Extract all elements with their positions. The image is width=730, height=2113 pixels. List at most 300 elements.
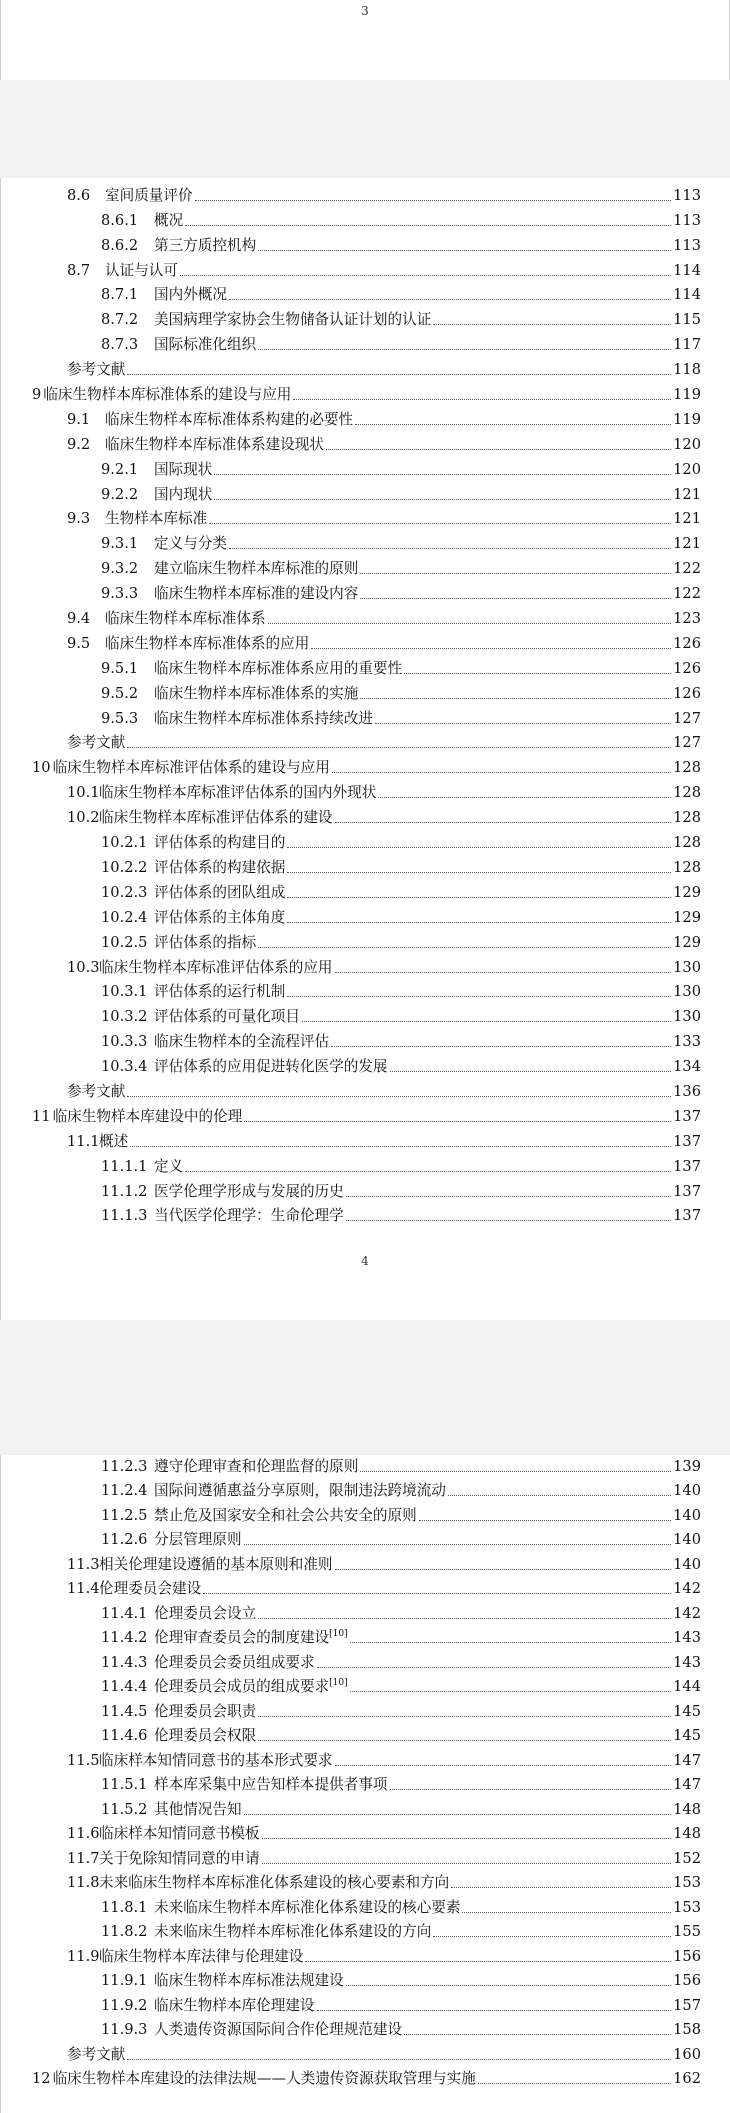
toc-entry-title: 评估体系的可量化项目	[154, 1008, 300, 1026]
toc-entry-page: 118	[673, 361, 701, 379]
dot-leader	[258, 250, 671, 251]
toc-entry-number: 11.3	[67, 1555, 100, 1573]
toc-entry-page: 114	[673, 261, 701, 279]
toc-entry-page: 128	[673, 784, 701, 802]
dot-leader	[335, 972, 671, 973]
toc-entry[interactable]	[0, 2040, 730, 2065]
toc-entry-page: 157	[673, 1996, 701, 2014]
toc-entry-page: 126	[673, 659, 701, 677]
toc-entry-page: 128	[673, 809, 701, 827]
toc-entry-page: 133	[673, 1033, 701, 1051]
toc-entry-page: 137	[673, 1107, 701, 1125]
dot-leader	[229, 548, 671, 549]
toc-entry[interactable]	[0, 1795, 730, 1820]
toc-entry[interactable]	[0, 828, 730, 853]
toc-entry-number: 11.4.6	[101, 1727, 148, 1744]
toc-entry-number: 11.9	[67, 1947, 100, 1965]
toc-entry[interactable]	[0, 1575, 730, 1600]
toc-entry[interactable]	[0, 330, 730, 355]
dot-leader	[419, 1520, 671, 1521]
toc-entry-number: 9.5.2	[101, 684, 139, 702]
toc-entry[interactable]	[0, 1452, 730, 1477]
toc-entry[interactable]	[0, 1077, 730, 1102]
toc-entry[interactable]	[0, 729, 730, 754]
toc-entry[interactable]	[0, 878, 730, 903]
toc-entry-title: 评估体系的团队组成	[154, 883, 286, 901]
toc-entry[interactable]	[0, 281, 730, 306]
dot-leader	[375, 723, 671, 724]
toc-entry-title: 伦理审查委员会的制度建设[10]	[154, 1629, 348, 1646]
toc-entry-number: 10.2.2	[101, 858, 148, 876]
toc-entry-page: 139	[673, 1457, 701, 1475]
toc-entry-page: 128	[673, 858, 701, 876]
toc-entry-page: 122	[673, 560, 701, 578]
toc-entry[interactable]	[0, 1177, 730, 1202]
toc-entry-number: 8.7.3	[101, 336, 139, 354]
toc-entry[interactable]	[0, 753, 730, 778]
toc-entry[interactable]	[0, 1102, 730, 1127]
toc-entry-number: 9.5.3	[101, 709, 139, 727]
toc-entry-title: 临床样本知情同意书模板	[99, 1825, 260, 1842]
toc-entry-number: 11.8	[67, 1874, 100, 1891]
dot-leader	[451, 1887, 671, 1888]
dot-leader	[130, 1146, 671, 1147]
dot-leader	[390, 1789, 671, 1790]
toc-entry-number: 11.2.6	[101, 1531, 148, 1548]
toc-entry-title: 国内现状	[154, 485, 213, 503]
toc-entry-title: 评估体系的主体角度	[154, 908, 286, 926]
toc-section-first	[0, 181, 730, 1226]
toc-entry[interactable]	[0, 181, 730, 206]
toc-entry[interactable]	[0, 654, 730, 679]
toc-entry-number: 12	[32, 2070, 51, 2087]
toc-entry-page: 134	[673, 1058, 701, 1076]
toc-entry-title: 定义与分类	[154, 535, 227, 553]
toc-entry-page: 121	[673, 510, 701, 528]
toc-entry[interactable]	[0, 579, 730, 604]
dot-leader	[244, 1121, 671, 1122]
toc-entry-number: 11.1.3	[101, 1207, 148, 1225]
toc-entry-page: 147	[673, 1751, 701, 1769]
dot-leader	[448, 1495, 671, 1496]
toc-entry-number: 10.3.4	[101, 1058, 148, 1076]
toc-entry[interactable]	[0, 1869, 730, 1894]
toc-entry-title: 认证与认可	[105, 261, 178, 279]
toc-entry-page: 145	[673, 1702, 701, 1720]
page-number-middle: 4	[361, 1254, 369, 1268]
toc-entry-number: 10.3.2	[101, 1008, 148, 1026]
toc-entry-page: 130	[673, 958, 701, 976]
toc-entry[interactable]	[0, 1771, 730, 1796]
toc-entry-number: 11.6	[67, 1825, 100, 1842]
toc-entry-title: 概述	[99, 1132, 129, 1150]
dot-leader	[287, 897, 671, 898]
toc-entry-number: 11.1	[67, 1132, 100, 1150]
toc-entry-title: 未来临床生物样本库标准化体系建设的核心要素和方向	[99, 1874, 450, 1891]
toc-entry-page: 128	[673, 759, 701, 777]
toc-entry-number: 8.7.2	[101, 311, 139, 329]
toc-entry[interactable]	[0, 1722, 730, 1747]
toc-entry-title: 美国病理学家协会生物储备认证计划的认证	[154, 311, 432, 329]
toc-entry-title: 定义	[154, 1157, 184, 1175]
dot-leader	[346, 1220, 671, 1221]
toc-entry-number: 9.3.2	[101, 560, 139, 578]
toc-entry-page: 114	[673, 286, 701, 304]
dot-leader	[262, 1863, 671, 1864]
dot-leader	[378, 797, 671, 798]
toc-entry-number: 11.8.1	[101, 1898, 148, 1916]
toc-entry-page: 128	[673, 834, 701, 852]
toc-entry-number: 9.3.3	[101, 585, 139, 603]
toc-entry-page: 142	[673, 1580, 701, 1597]
toc-entry[interactable]	[0, 704, 730, 729]
toc-entry[interactable]	[0, 1501, 730, 1526]
dot-leader	[390, 1071, 671, 1072]
toc-entry-page: 155	[673, 1923, 701, 1940]
toc-entry[interactable]	[0, 1648, 730, 1673]
toc-entry-page: 113	[673, 186, 701, 204]
toc-entry-title: 参考文献	[67, 2045, 126, 2063]
toc-entry-title: 关于免除知情同意的申请	[99, 1849, 260, 1867]
dot-leader	[350, 1691, 671, 1692]
toc-entry-number: 8.7	[67, 261, 91, 279]
toc-entry[interactable]	[0, 430, 730, 455]
toc-entry[interactable]	[0, 679, 730, 704]
toc-entry[interactable]	[0, 554, 730, 579]
dot-leader	[350, 1642, 671, 1643]
toc-entry-title: 临床生物样本库标准评估体系的建设与应用	[52, 759, 330, 777]
dot-leader	[331, 1046, 671, 1047]
toc-entry-page: 152	[673, 1849, 701, 1867]
citation-marker: [10]	[329, 1629, 348, 1640]
toc-entry[interactable]	[0, 256, 730, 281]
toc-entry-number: 11.2.4	[101, 1482, 148, 1499]
toc-entry-title: 国内外概况	[154, 286, 227, 304]
toc-entry-title: 其他情况告知	[154, 1800, 242, 1818]
toc-entry-number: 10.2.1	[101, 834, 148, 852]
toc-entry-number: 9.2.1	[101, 460, 139, 478]
dot-leader	[287, 996, 671, 997]
toc-entry-page: 129	[673, 883, 701, 901]
toc-entry-number: 11.8.2	[101, 1923, 148, 1940]
dot-leader	[317, 2010, 671, 2011]
toc-entry-number: 11.4.3	[101, 1653, 148, 1671]
dot-leader	[326, 449, 671, 450]
toc-entry-page: 122	[673, 585, 701, 603]
toc-entry-page: 137	[673, 1132, 701, 1150]
toc-entry-page: 126	[673, 684, 701, 702]
toc-entry-page: 119	[673, 386, 701, 404]
toc-entry-title: 参考文献	[67, 361, 126, 379]
toc-entry-title: 人类遗传资源国际间合作伦理规范建设	[154, 2021, 403, 2038]
toc-entry-page: 129	[673, 933, 701, 951]
toc-entry-title: 评估体系的指标	[154, 933, 257, 951]
toc-entry[interactable]	[0, 455, 730, 480]
toc-entry-page: 143	[673, 1629, 701, 1646]
toc-entry-title: 临床生物样本库法律与伦理建设	[99, 1947, 304, 1965]
toc-entry[interactable]	[0, 1991, 730, 2016]
dot-leader	[180, 275, 671, 276]
dot-leader	[360, 698, 671, 699]
toc-entry-number: 9.4	[67, 610, 91, 628]
toc-entry[interactable]	[0, 1967, 730, 1992]
toc-entry-page: 153	[673, 1874, 701, 1891]
dot-leader	[287, 922, 671, 923]
toc-entry-number: 11.1.1	[101, 1157, 148, 1175]
toc-entry-title: 临床生物样本库标准体系构建的必要性	[105, 410, 354, 428]
page-gap	[0, 1320, 730, 1455]
toc-entry-number: 11.7	[67, 1849, 100, 1867]
dot-leader	[258, 1716, 671, 1717]
toc-entry-title: 医学伦理学形成与发展的历史	[154, 1182, 344, 1200]
dot-leader	[203, 1593, 671, 1594]
toc-entry-page: 136	[673, 1082, 701, 1100]
dot-leader	[317, 1667, 671, 1668]
toc-entry-number: 11.9.2	[101, 1996, 148, 2014]
toc-entry-number: 9.2.2	[101, 485, 139, 503]
toc-entry-page: 115	[673, 311, 701, 329]
toc-entry-title: 临床生物样本库伦理建设	[154, 1996, 315, 2014]
toc-entry[interactable]	[0, 978, 730, 1003]
dot-leader	[127, 2059, 671, 2060]
toc-entry[interactable]	[0, 1942, 730, 1967]
toc-entry-number: 11.4.4	[101, 1678, 148, 1695]
toc-entry-number: 9.2	[67, 435, 91, 453]
toc-entry-number: 11	[32, 1107, 51, 1125]
toc-entry-page: 120	[673, 435, 701, 453]
dot-leader	[346, 1985, 671, 1986]
toc-entry-title: 临床生物样本库标准评估体系的应用	[99, 958, 333, 976]
dot-leader	[355, 424, 671, 425]
toc-entry[interactable]	[0, 629, 730, 654]
toc-entry[interactable]	[0, 380, 730, 405]
toc-entry-page: 121	[673, 485, 701, 503]
toc-entry-number: 11.4	[67, 1580, 100, 1597]
dot-leader	[293, 399, 671, 400]
toc-entry-title: 相关伦理建设遵循的基本原则和准则	[99, 1555, 333, 1573]
toc-entry-number: 11.1.2	[101, 1182, 148, 1200]
toc-entry-number: 10.3.1	[101, 983, 148, 1001]
toc-entry[interactable]	[0, 1127, 730, 1152]
toc-entry-title: 国际间遵循惠益分享原则，限制违法跨境流动	[154, 1482, 446, 1499]
toc-entry-page: 120	[673, 460, 701, 478]
toc-entry-number: 10.2.5	[101, 933, 148, 951]
toc-entry-number: 11.5.2	[101, 1800, 148, 1818]
toc-entry-title: 未来临床生物样本库标准化体系建设的方向	[154, 1923, 432, 1940]
toc-entry-title: 临床生物样本库标准体系	[105, 610, 266, 628]
toc-entry-title: 参考文献	[67, 734, 126, 752]
dot-leader	[302, 1021, 671, 1022]
toc-entry[interactable]	[0, 953, 730, 978]
toc-entry-page: 130	[673, 983, 701, 1001]
toc-entry[interactable]	[0, 1844, 730, 1869]
toc-entry-number: 10.2.3	[101, 883, 148, 901]
toc-entry[interactable]	[0, 405, 730, 430]
toc-entry[interactable]	[0, 803, 730, 828]
toc-entry-number: 10.2.4	[101, 908, 148, 926]
toc-entry-number: 9.3	[67, 510, 91, 528]
dot-leader	[360, 1471, 671, 1472]
dot-leader	[268, 623, 671, 624]
page-gap	[0, 80, 730, 178]
toc-entry-title: 建立临床生物样本库标准的原则	[154, 560, 359, 578]
toc-entry-page: 158	[673, 2021, 701, 2038]
toc-entry-page: 148	[673, 1800, 701, 1818]
toc-entry-title: 禁止危及国家安全和社会公共安全的原则	[154, 1506, 417, 1524]
toc-entry-page: 121	[673, 535, 701, 553]
toc-entry-page: 144	[673, 1678, 701, 1695]
toc-entry[interactable]	[0, 1746, 730, 1771]
dot-leader	[287, 847, 671, 848]
toc-entry[interactable]	[0, 231, 730, 256]
toc-entry[interactable]	[0, 928, 730, 953]
toc-entry[interactable]	[0, 1027, 730, 1052]
toc-entry[interactable]	[0, 1624, 730, 1649]
toc-entry-title: 样本库采集中应告知样本提供者事项	[154, 1776, 388, 1793]
dot-leader	[462, 1912, 671, 1913]
toc-entry[interactable]	[0, 1052, 730, 1077]
toc-entry[interactable]	[0, 1820, 730, 1845]
toc-entry[interactable]	[0, 305, 730, 330]
toc-entry-number: 10.3.3	[101, 1033, 148, 1051]
dot-leader	[244, 1544, 671, 1545]
toc-entry[interactable]	[0, 604, 730, 629]
toc-entry-number: 10.1	[67, 784, 100, 802]
toc-entry-page: 145	[673, 1727, 701, 1744]
toc-entry-page: 147	[673, 1776, 701, 1793]
dot-leader	[335, 1569, 671, 1570]
toc-entry[interactable]	[0, 1550, 730, 1575]
toc-entry[interactable]	[0, 355, 730, 380]
toc-entry-number: 10.2	[67, 809, 100, 827]
dot-leader	[478, 2083, 671, 2084]
page-top-fragment	[0, 0, 730, 80]
toc-entry[interactable]	[0, 1002, 730, 1027]
toc-entry[interactable]	[0, 1526, 730, 1551]
dot-leader	[335, 822, 671, 823]
dot-leader	[311, 648, 671, 649]
dot-leader	[433, 1936, 671, 1937]
dot-leader	[360, 598, 671, 599]
toc-entry[interactable]	[0, 1152, 730, 1177]
dot-leader	[287, 872, 671, 873]
dot-leader	[332, 772, 671, 773]
toc-entry-page: 140	[673, 1531, 701, 1548]
dot-leader	[127, 747, 671, 748]
toc-entry-page: 140	[673, 1555, 701, 1573]
toc-entry[interactable]	[0, 1599, 730, 1624]
toc-entry-title: 临床生物样本库标准评估体系的建设	[99, 809, 333, 827]
toc-entry[interactable]	[0, 480, 730, 505]
toc-entry-number: 11.4.1	[101, 1604, 148, 1622]
toc-entry[interactable]	[0, 2016, 730, 2041]
toc-entry-title: 临床样本知情同意书的基本形式要求	[99, 1751, 333, 1769]
toc-entry-number: 8.6	[67, 186, 91, 204]
dot-leader	[229, 299, 671, 300]
toc-entry-page: 143	[673, 1653, 701, 1671]
toc-entry-page: 140	[673, 1482, 701, 1499]
toc-entry[interactable]	[0, 903, 730, 928]
toc-entry-page: 117	[673, 336, 701, 354]
toc-entry-number: 8.7.1	[101, 286, 139, 304]
toc-entry-number: 9.5	[67, 634, 91, 652]
dot-leader	[262, 1838, 671, 1839]
dot-leader	[244, 1814, 671, 1815]
toc-entry-number: 11.4.2	[101, 1629, 148, 1646]
toc-entry-page: 137	[673, 1182, 701, 1200]
toc-entry-page: 156	[673, 1947, 701, 1965]
toc-entry-number: 8.6.2	[101, 236, 139, 254]
toc-entry-title: 国际标准化组织	[154, 336, 257, 354]
toc-entry-title: 临床生物样本库标准评估体系的国内外现状	[99, 784, 377, 802]
toc-entry[interactable]	[0, 1918, 730, 1943]
toc-entry-page: 137	[673, 1207, 701, 1225]
toc-entry[interactable]	[0, 1893, 730, 1918]
toc-entry[interactable]	[0, 1202, 730, 1227]
toc-section-second	[0, 1452, 730, 2089]
dot-leader	[185, 1171, 671, 1172]
citation-marker: [10]	[329, 1678, 348, 1689]
toc-entry-number: 11.5.1	[101, 1776, 148, 1793]
toc-entry-title: 第三方质控机构	[154, 236, 257, 254]
toc-entry-title: 伦理委员会委员组成要求	[154, 1653, 315, 1671]
toc-entry-page: 127	[673, 734, 701, 752]
toc-entry[interactable]	[0, 1477, 730, 1502]
toc-entry-title: 临床生物样本库建设中的伦理	[52, 1107, 243, 1125]
toc-entry-title: 临床生物样本的全流程评估	[154, 1033, 330, 1051]
toc-entry[interactable]	[0, 2065, 730, 2090]
toc-entry[interactable]	[0, 529, 730, 554]
toc-entry-title: 评估体系的应用促进转化医学的发展	[154, 1058, 388, 1076]
toc-entry[interactable]	[0, 206, 730, 231]
toc-entry-number: 11.2.5	[101, 1506, 148, 1524]
toc-entry-title: 生物样本库标准	[105, 510, 208, 528]
toc-entry-title: 遵守伦理审查和伦理监督的原则	[154, 1457, 359, 1475]
toc-entry-number: 9.5.1	[101, 659, 139, 677]
toc-entry[interactable]	[0, 1697, 730, 1722]
toc-entry-page: 148	[673, 1825, 701, 1842]
toc-entry-title: 评估体系的构建依据	[154, 858, 286, 876]
toc-entry-page: 119	[673, 410, 701, 428]
toc-entry[interactable]	[0, 505, 730, 530]
toc-entry-title: 室间质量评价	[105, 186, 193, 204]
page-edge	[0, 0, 1, 80]
toc-entry-title: 概况	[154, 211, 184, 229]
toc-entry-page: 162	[673, 2070, 701, 2087]
toc-entry-title: 临床生物样本库标准体系的建设与应用	[43, 386, 292, 404]
toc-entry-number: 9.3.1	[101, 535, 139, 553]
toc-entry-number: 11.9.1	[101, 1972, 148, 1989]
toc-entry-title: 伦理委员会权限	[154, 1727, 257, 1744]
toc-entry-title: 临床生物样本库标准体系的实施	[154, 684, 359, 702]
toc-entry-title: 临床生物样本库标准体系持续改进	[154, 709, 373, 727]
toc-entry-page: 160	[673, 2045, 701, 2063]
toc-entry-number: 8.6.1	[101, 211, 139, 229]
toc-entry[interactable]	[0, 778, 730, 803]
toc-entry-title: 临床生物样本库标准体系的应用	[105, 634, 310, 652]
toc-entry-number: 9.1	[67, 410, 91, 428]
dot-leader	[209, 523, 671, 524]
toc-entry-number: 11.5	[67, 1751, 100, 1769]
dot-leader	[214, 499, 671, 500]
toc-entry-page: 126	[673, 634, 701, 652]
toc-entry-page: 113	[673, 211, 701, 229]
toc-entry-number: 11.4.5	[101, 1702, 148, 1720]
toc-entry[interactable]	[0, 1673, 730, 1698]
toc-entry-page: 142	[673, 1604, 701, 1622]
toc-entry[interactable]	[0, 853, 730, 878]
toc-entry-title: 伦理委员会成员的组成要求[10]	[154, 1678, 348, 1695]
